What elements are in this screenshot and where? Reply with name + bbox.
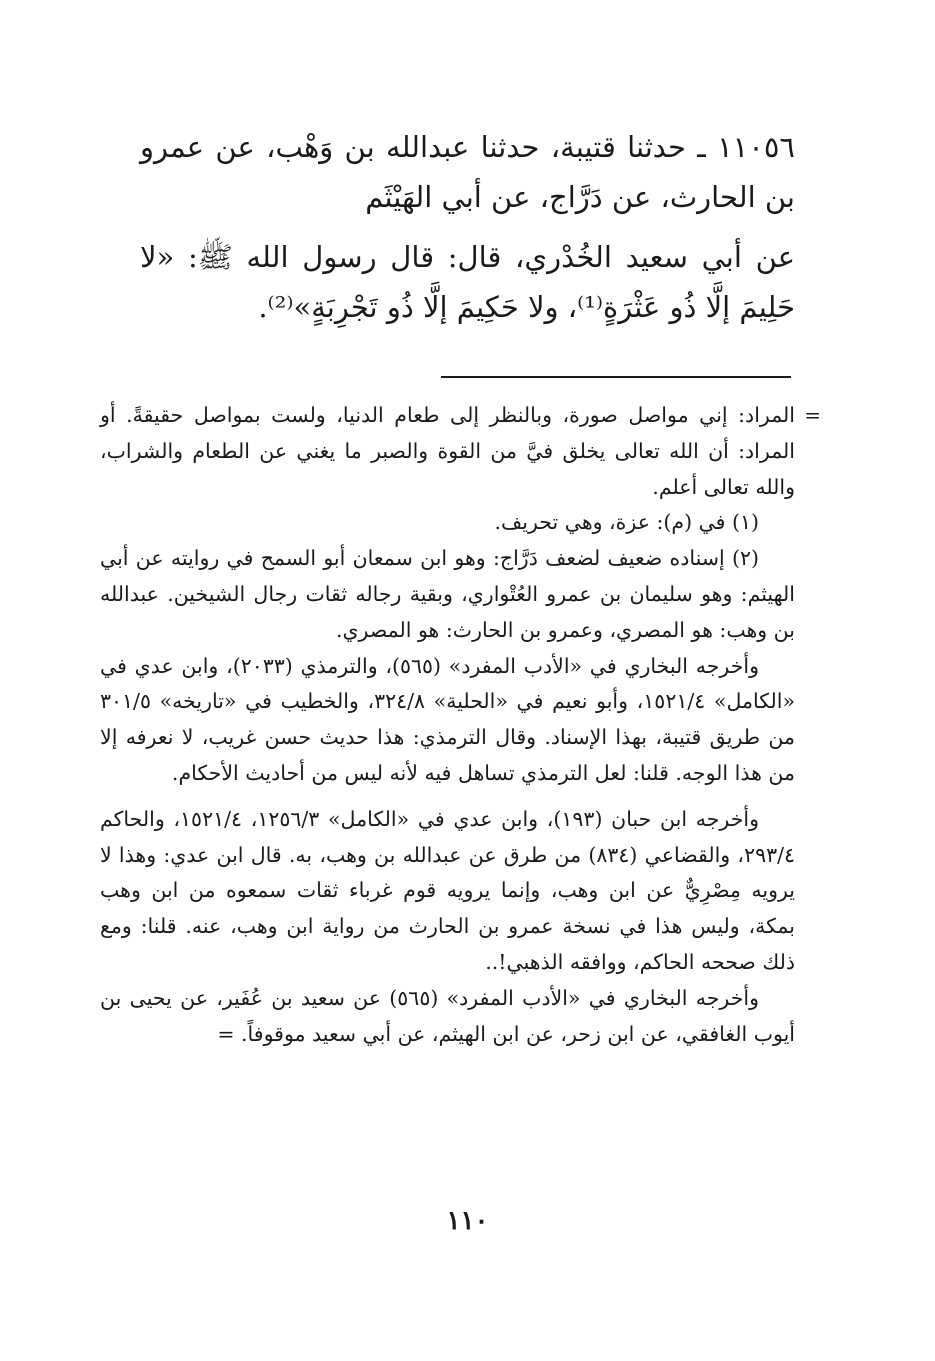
footnotes (100, 398, 821, 1052)
footnote-2: (٢) إسناده ضعيف لضعف دَرَّاج: وهو ابن سمعان أبو السمح في روايته عن أبي الهيثم: وهو سليمان بن عمرو العُتْواري، وبقية رجاله ثقات رجال الشيخين. عبدالله بن وهب: هو المصري، وعمرو بن الحارث: هو المصري. (100, 546, 795, 642)
continuation-mark: = (804, 403, 821, 427)
footnote-1: (١) في (م): عزة، وهي تحريف. (494, 510, 759, 535)
footnote-2-takhrij-a: وأخرجه البخاري في «الأدب المفرد» (٥٦٥)، والترمذي (٢٠٣٣)، وابن عدي في «الكامل» ١٥٢١/٤، وأبو نعيم في «الحلية» ٣٢٤/٨، والخطيب في «تاريخه» ٣٠١/٥ من طريق قتيبة، بهذا الإسناد. وقال الترمذي: هذا حديث حسن غريب، لا نعرفه إلا من هذا الوجه. قلنا: لعل الترمذي تساهل فيه لأنه ليس من أحاديث الأحكام. (100, 653, 796, 785)
footnote-2-takhrij-c: وأخرجه البخاري في «الأدب المفرد» (٥٦٥) عن سعيد بن عُفَير، عن يحيى بن أيوب الغافقي، عن ابن زحر، عن ابن الهيثم، عن أبي سعيد موقوفاً. = (100, 985, 795, 1046)
hadith-matn: عن أبي سعيد الخُدْري، قال: قال رسول الله ﷺ: «لا حَلِيمَ إلَّا ذُو عَثْرَةٍ⁽¹⁾، ولا حَكِيمَ إلَّا ذُو تَجْرِبَةٍ»⁽²⁾. (140, 240, 795, 324)
footnote-2-takhrij-b: وأخرجه ابن حبان (١٩٣)، وابن عدي في «الكامل» ١٢٥٦/٣، ١٥٢١/٤، والحاكم ٢٩٣/٤، والقضاعي (٨٣٤) من طرق عن عبدالله بن وهب، به. قال ابن عدي: وهذا لا يرويه مِصْرِيٌّ عن ابن وهب، وإنما يرويه قوم غرباء ثقات سمعوه من ابن وهب بمكة، وليس هذا في نسخة عمرو بن الحارث من رواية ابن وهب، عنه. قلنا: ومع ذلك صححه الحاكم، ووافقه الذهبي!.. (100, 806, 796, 974)
hadith-text (140, 122, 795, 332)
footnote-separator (441, 376, 791, 378)
hadith-chain: ١١٠٥٦ ـ حدثنا قتيبة، حدثنا عبدالله بن وَهْب، عن عمرو بن الحارث، عن دَرَّاج، عن أبي الهَيْثَم (140, 130, 795, 214)
page-number: ١١٠ (446, 1206, 489, 1236)
footnote-continued: المراد: إني مواصل صورة، وبالنظر إلى طعام الدنيا، ولست بمواصل حقيقةً. أو المراد: أن الله تعالى يخلق فيَّ من القوة والصبر ما يغني عن الطعام والشراب، والله تعالى أعلم. (100, 403, 795, 499)
